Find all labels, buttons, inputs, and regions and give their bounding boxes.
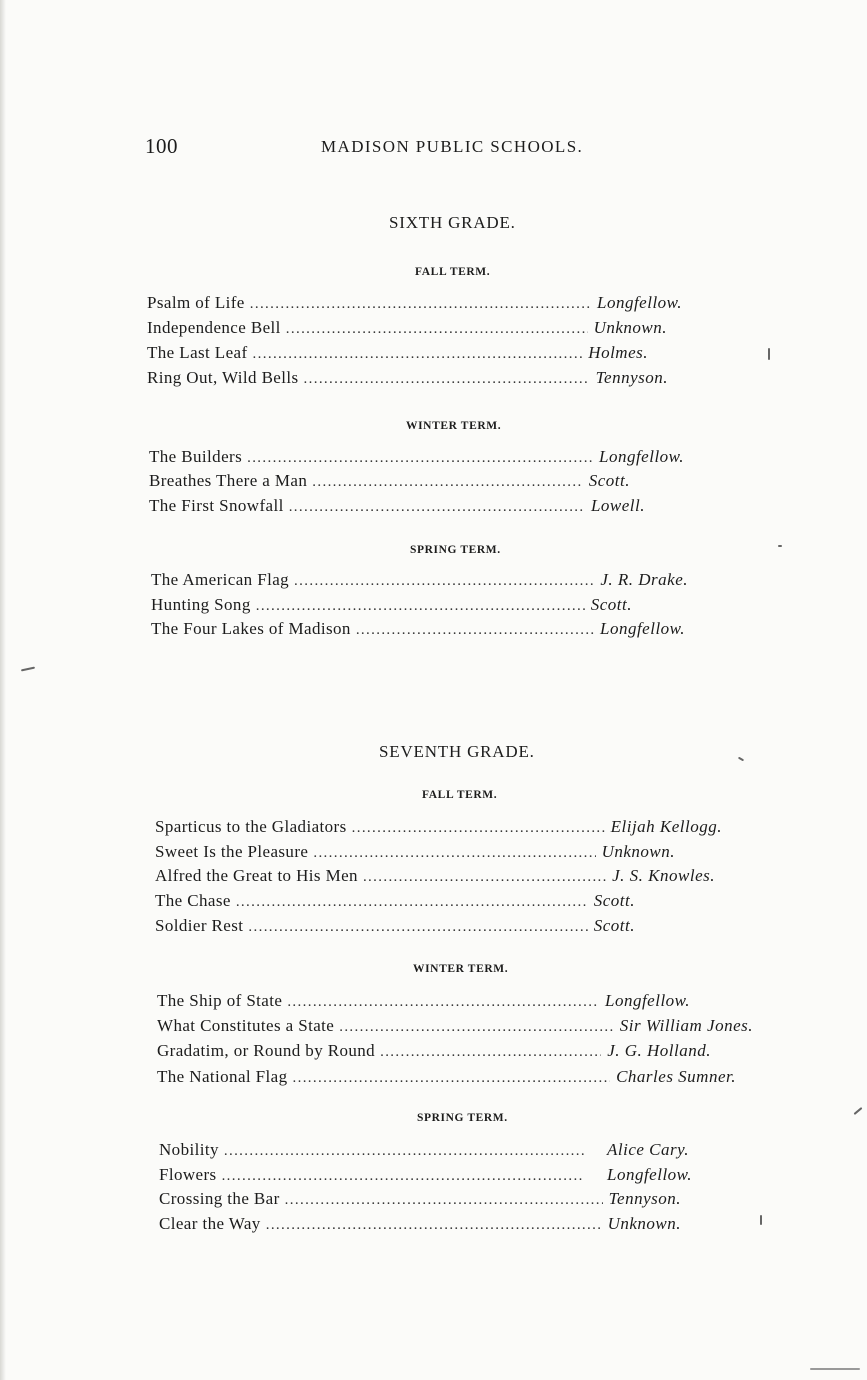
dot-leader [236,894,588,911]
list-item [151,595,632,619]
term-title-winter: WINTER TERM. [413,963,509,975]
page-binding-edge [0,0,6,1380]
list-item [157,991,690,1015]
dot-leader [293,1070,611,1087]
page-header [0,134,867,164]
dot-leader [363,869,606,886]
dot-leader [222,1168,601,1185]
list-item [155,842,675,866]
dot-leader [287,994,599,1011]
scan-speck [810,1368,860,1370]
grade-title: SEVENTH GRADE. [379,742,535,761]
list-item [159,1189,681,1213]
poem-author: Tennyson. [608,1189,681,1208]
poem-author: Longfellow. [597,293,682,312]
poem-author: Longfellow. [600,619,685,638]
poem-title: The National Flag [157,1067,288,1086]
poem-title: Crossing the Bar [159,1189,280,1208]
dot-leader [266,1217,602,1234]
poem-author: Tennyson. [595,368,668,387]
dot-leader [253,346,583,363]
list-item [157,1067,736,1091]
poem-title: The First Snowfall [149,496,284,515]
poem-title: The Last Leaf [147,343,248,362]
scan-speck [768,348,770,360]
poem-title: Hunting Song [151,595,251,614]
poem-author: Charles Sumner. [616,1067,736,1086]
poem-title: What Constitutes a State [157,1016,335,1035]
poem-author: Scott. [588,471,630,490]
dot-leader [312,474,582,491]
dot-leader [250,296,591,313]
list-item [159,1140,689,1164]
running-title: MADISON PUBLIC SCHOOLS. [321,137,584,156]
term-title-fall: FALL TERM. [422,789,498,801]
poem-author: J. G. Holland. [607,1041,711,1060]
list-item [147,368,668,392]
term-title-winter: WINTER TERM. [406,420,502,432]
scan-speck [854,1107,863,1115]
list-item [147,343,648,367]
poem-title: Alfred the Great to His Men [155,866,358,885]
poem-author: J. R. Drake. [600,570,688,589]
poem-title: The Builders [149,447,243,466]
poem-title: The Chase [155,891,231,910]
dot-leader [304,371,590,388]
dot-leader [294,573,594,590]
scan-speck [21,667,35,672]
list-item [149,496,645,520]
poem-title: Independence Bell [147,318,281,337]
list-item [149,471,630,495]
poem-title: Clear the Way [159,1214,261,1233]
scan-speck [738,757,744,762]
poem-author: Alice Cary. [607,1140,689,1159]
list-item [155,817,722,841]
dot-leader [352,820,605,837]
poem-author: Sir William Jones. [619,1016,753,1035]
term-title-spring: SPRING TERM. [417,1112,508,1124]
list-item [157,1016,753,1040]
poem-author: Lowell. [590,496,645,515]
poem-title: Soldier Rest [155,916,244,935]
term-title-fall: FALL TERM. [415,266,491,278]
list-item [155,916,635,940]
list-item [151,570,688,594]
list-item [159,1165,692,1189]
poem-author: J. S. Knowles. [612,866,715,885]
poem-title: The Ship of State [157,991,283,1010]
poem-author: Scott. [593,891,635,910]
poem-title: Nobility [159,1140,219,1159]
term-title-spring: SPRING TERM. [410,544,501,556]
page-number: 100 [145,134,178,158]
list-item [157,1041,711,1065]
list-item [147,318,667,342]
poem-author: Holmes. [588,343,648,362]
dot-leader [356,622,594,639]
poem-title: Gradatim, or Round by Round [157,1041,376,1060]
poem-author: Unknown. [601,842,675,861]
poem-title: The Four Lakes of Madison [151,619,351,638]
dot-leader [313,845,595,862]
dot-leader [380,1044,601,1061]
scan-speck [778,545,782,547]
dot-leader [285,1192,603,1209]
dot-leader [339,1019,614,1036]
poem-title: Sparticus to the Gladiators [155,817,347,836]
list-item [155,891,635,915]
poem-author: Longfellow. [605,991,690,1010]
dot-leader [247,450,593,467]
dot-leader [248,919,587,936]
list-item [149,447,684,471]
list-item [151,619,685,643]
list-item [159,1214,681,1238]
scan-speck [760,1215,762,1225]
poem-title: Breathes There a Man [149,471,308,490]
poem-author: Unknown. [593,318,667,337]
poem-title: Ring Out, Wild Bells [147,368,299,387]
poem-author: Scott. [590,595,632,614]
list-item [147,293,682,317]
dot-leader [256,598,585,615]
poem-author: Scott. [593,916,635,935]
dot-leader [286,321,588,338]
poem-author: Unknown. [607,1214,681,1233]
dot-leader [289,499,585,516]
poem-title: Sweet Is the Pleasure [155,842,309,861]
list-item [155,866,715,890]
dot-leader [224,1143,601,1160]
poem-author: Longfellow. [607,1165,692,1184]
poem-title: Flowers [159,1165,217,1184]
poem-title: The American Flag [151,570,290,589]
poem-title: Psalm of Life [147,293,245,312]
poem-author: Elijah Kellogg. [610,817,722,836]
grade-title: SIXTH GRADE. [389,213,516,232]
poem-author: Longfellow. [599,447,684,466]
